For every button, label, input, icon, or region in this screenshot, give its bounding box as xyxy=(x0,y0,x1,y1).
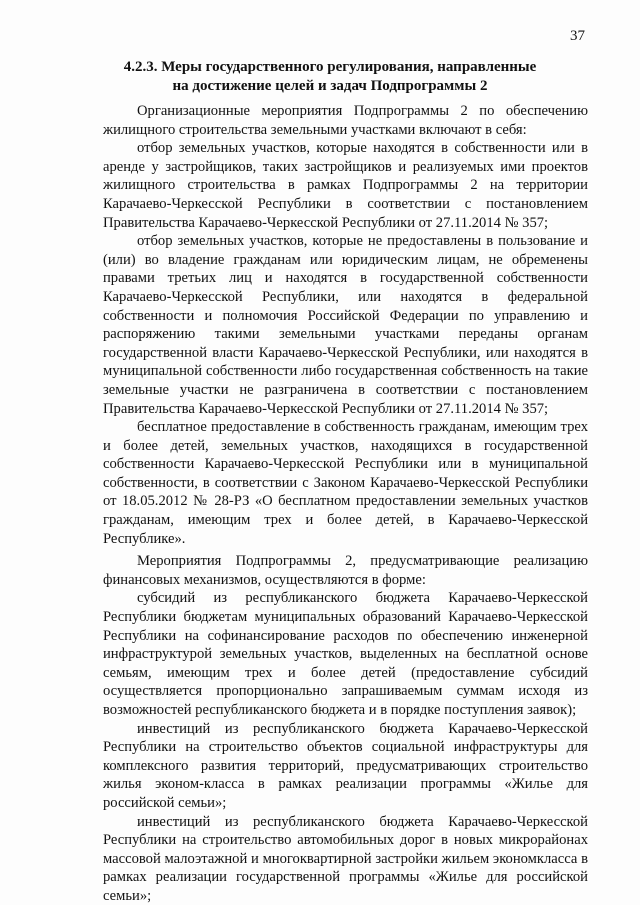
section-heading-line-1: 4.2.3. Меры государственного регулирования, направленные xyxy=(123,59,537,75)
paragraph: отбор земельных участков, которые находятся в собственности или в аренде у застройщиков, таких застройщиков и реализуемых ими проектов жилищного строительства в рамках Подпрограммы 2 на территории Карачаево-Черкесской Республики в соответствии с постановлением Правительства Карачаево-Черкесской Республики от 27.11.2014 № 357; xyxy=(103,140,588,231)
paragraph: инвестиций из республиканского бюджета Карачаево-Черкесской Республики на строительство автомобильных дорог в новых микрорайонах массовой малоэтажной и многоквартирной застройки жильем экономкласса в рамках реализации государственной программы «Жилье для российской семьи»; xyxy=(103,813,588,904)
section-heading xyxy=(100,58,560,96)
paragraph: отбор земельных участков, которые не предоставлены в пользование и (или) во владение гражданам или юридическим лицам, не обременены правами третьих лиц и находятся в государственной собственности Карачаево-Черкесской Республики, или находятся в федеральной собственности и полномочия Российской Федерации по управлению и распоряжению такими земельными участками переданы органам государственной власти Карачаево-Черкесской Республики, или находятся в муниципальной собственности либо государственная собственность на такие земельные участки не разграничена в соответствии с постановлением Правительства Карачаево-Черкесской Республики от 27.11.2014 № 357; xyxy=(103,233,588,417)
paragraph: бесплатное предоставление в собственность гражданам, имеющим трех и более детей, земельных участков, находящихся в государственной собственности Карачаево-Черкесской Республики или в муниципальной собственности, в соответствии с Законом Карачаево-Черкесской Республики от 18.05.2012 № 28-РЗ «О бесплатном предоставлении земельных участков гражданам, имеющим трех и более детей, в Карачаево-Черкесской Республике». xyxy=(103,419,588,547)
paragraph: Мероприятия Подпрограммы 2, предусматривающие реализацию финансовых механизмов, осуществляются в форме: xyxy=(103,553,588,588)
section-heading-line-2: на достижение целей и задач Подпрограммы 2 xyxy=(172,78,488,94)
paragraph: инвестиций из республиканского бюджета Карачаево-Черкесской Республики на строительство объектов социальной инфраструктуры для комплексного развития территорий, предусматривающих строительство жилья эконом-класса в рамках реализации программы «Жилье для российской семьи»; xyxy=(103,720,588,811)
paragraph: субсидий из республиканского бюджета Карачаево-Черкесской Республики бюджетам муниципальных образований Карачаево-Черкесской Республики на софинансирование расходов по обеспечению инженерной инфраструктурой земельных участков, выделенных на бесплатной основе семьям, имеющим трех и более детей (предоставление субсидий осуществляется пропорционально запрашиваемым суммам исходя из возможностей республиканского бюджета и в порядке поступления заявок); xyxy=(103,590,588,718)
page-number: 37 xyxy=(570,28,585,44)
document-body xyxy=(103,102,588,906)
paragraph: Организационные мероприятия Подпрограммы 2 по обеспечению жилищного строительства земельными участками включают в себя: xyxy=(103,103,588,138)
